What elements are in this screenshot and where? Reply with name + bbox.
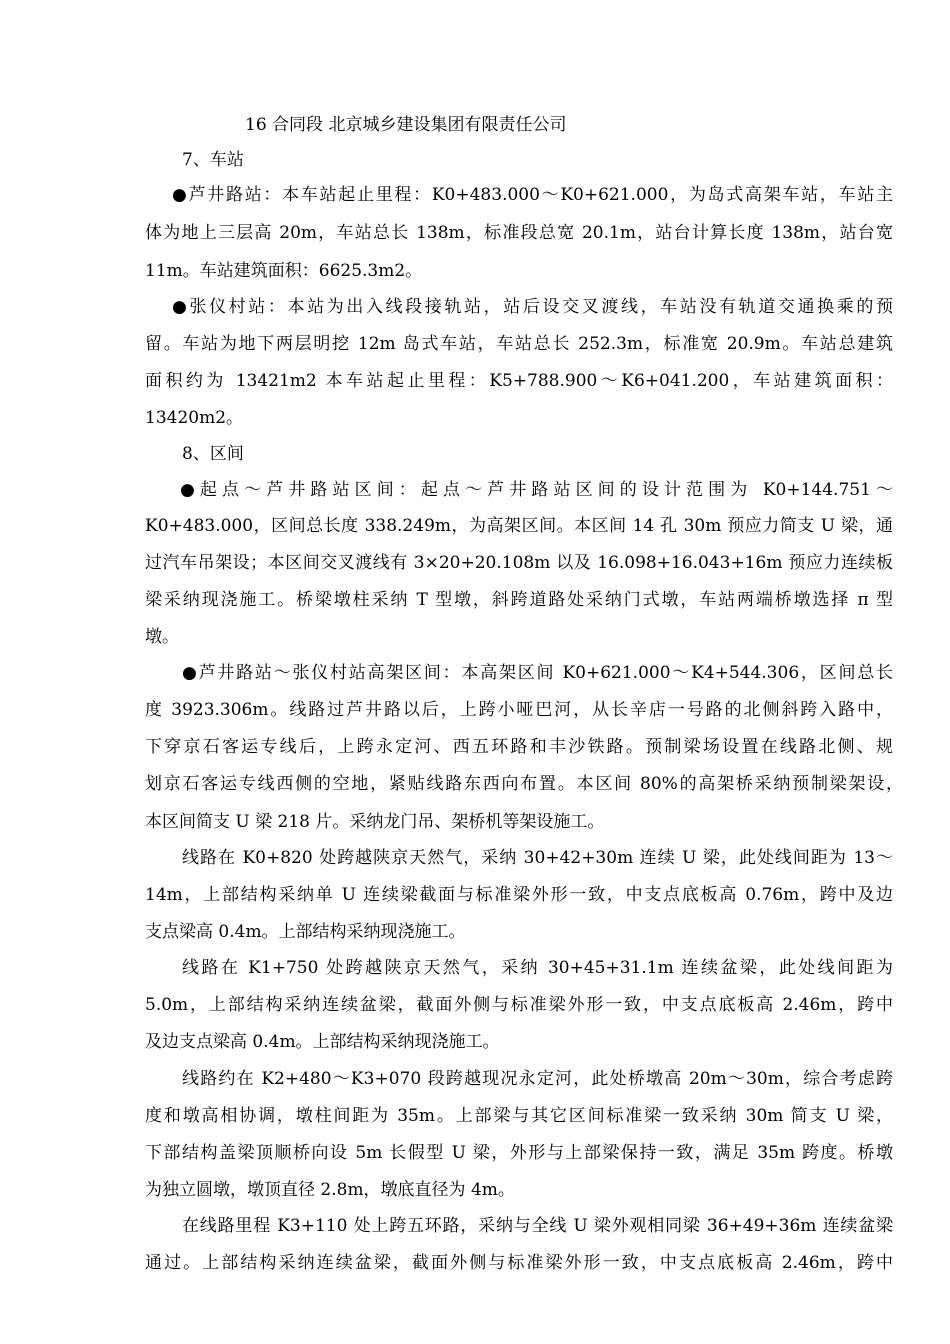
page-header: 16 合同段 北京城乡建设集团有限责任公司 [245,115,567,135]
paragraph-line: 墩。 [145,627,179,647]
paragraph-line: 划京石客运专线西侧的空地，紧贴线路东西向布置。本区间 80%的高架桥采纳预制梁架设， [145,774,903,794]
paragraph-line: ●张仪村站：本站为出入线段接轨站，站后设交叉渡线，车站没有轨道交通换乘的预 [172,297,893,317]
paragraph-line: ●起点～芦井路站区间：起点～芦井路站区间的设计范围为 K0+144.751～ [180,480,893,500]
paragraph-line: 线路在 K0+820 处跨越陕京天然气，采纳 30+42+30m 连续 U 梁，此处线间距为 13～ [182,848,893,868]
paragraph-line: ●芦井路站～张仪村站高架区间：本高架区间 K0+621.000～K4+544.306，区间总长 [182,663,893,683]
section-heading: 8、区间 [182,444,244,464]
paragraph-line: 留。车站为地下两层明挖 12m 岛式车站，车站总长 252.3m，标准宽 20.9m。车站总建筑 [145,334,893,354]
paragraph-line: 本区间简支 U 梁 218 片。采纳龙门吊、架桥机等架设施工。 [145,812,605,832]
paragraph-line: 14m，上部结构采纳单 U 连续梁截面与标准梁外形一致，中支点底板高 0.76m，跨中及边 [145,885,893,905]
paragraph-line: 度 3923.306m。线路过芦井路以后，上跨小哑巴河，从长辛店一号路的北侧斜跨入路中， [145,700,893,720]
paragraph-line: 面积约为 13421m2 本车站起止里程：K5+788.900～K6+041.200，车站建筑面积： [145,371,893,391]
paragraph-line: 过汽车吊架设；本区间交叉渡线有 3×20+20.108m 以及 16.098+16.043+16m 预应力连续板 [145,553,893,573]
paragraph-line: 支点梁高 0.4m。上部结构采纳现浇施工。 [145,922,466,942]
paragraph-line: 11m。车站建筑面积：6625.3m2。 [145,261,423,281]
paragraph-line: K0+483.000，区间总长度 338.249m，为高架区间。本区间 14 孔 30m 预应力简支 U 梁，通 [145,516,893,536]
paragraph-line: 通过。上部结构采纳连续盆梁，截面外侧与标准梁外形一致，中支点底板高 2.46m，跨中 [145,1253,893,1273]
paragraph-line: 线路在 K1+750 处跨越陕京天然气，采纳 30+45+31.1m 连续盆梁，此处线间距为 [182,958,893,978]
section-heading: 7、车站 [182,150,244,170]
paragraph-line: 13420m2。 [145,408,244,428]
paragraph-line: 度和墩高相协调，墩柱间距为 35m。上部梁与其它区间标准梁一致采纳 30m 简支 U 梁， [145,1106,893,1126]
paragraph-line: 下穿京石客运专线后，上跨永定河、西五环路和丰沙铁路。预制梁场设置在线路北侧、规 [145,737,893,757]
paragraph-line: 线路约在 K2+480～K3+070 段跨越现况永定河，此处桥墩高 20m～30m，综合考虑跨 [182,1069,893,1089]
paragraph-line: 梁采纳现浇施工。桥梁墩柱采纳 T 型墩，斜跨道路处采纳门式墩，车站两端桥墩选择 π 型 [145,590,893,610]
paragraph-line: 下部结构盖梁顶顺桥向设 5m 长假型 U 梁，外形与上部梁保持一致，满足 35m 跨度。桥墩 [145,1143,893,1163]
paragraph-line: 及边支点梁高 0.4m。上部结构采纳现浇施工。 [145,1032,500,1052]
paragraph-line: 为独立圆墩，墩顶直径 2.8m，墩底直径为 4m。 [145,1180,515,1200]
paragraph-line: 在线路里程 K3+110 处上跨五环路，采纳与全线 U 梁外观相同梁 36+49+36m 连续盆梁 [182,1216,893,1236]
paragraph-line: ●芦井路站：本车站起止里程：K0+483.000～K0+621.000，为岛式高架车站，车站主 [172,185,893,205]
paragraph-line: 体为地上三层高 20m，车站总长 138m，标准段总宽 20.1m，站台计算长度 138m，站台宽 [145,223,893,243]
paragraph-line: 5.0m，上部结构采纳连续盆梁，截面外侧与标准梁外形一致，中支点底板高 2.46m，跨中 [145,995,893,1015]
